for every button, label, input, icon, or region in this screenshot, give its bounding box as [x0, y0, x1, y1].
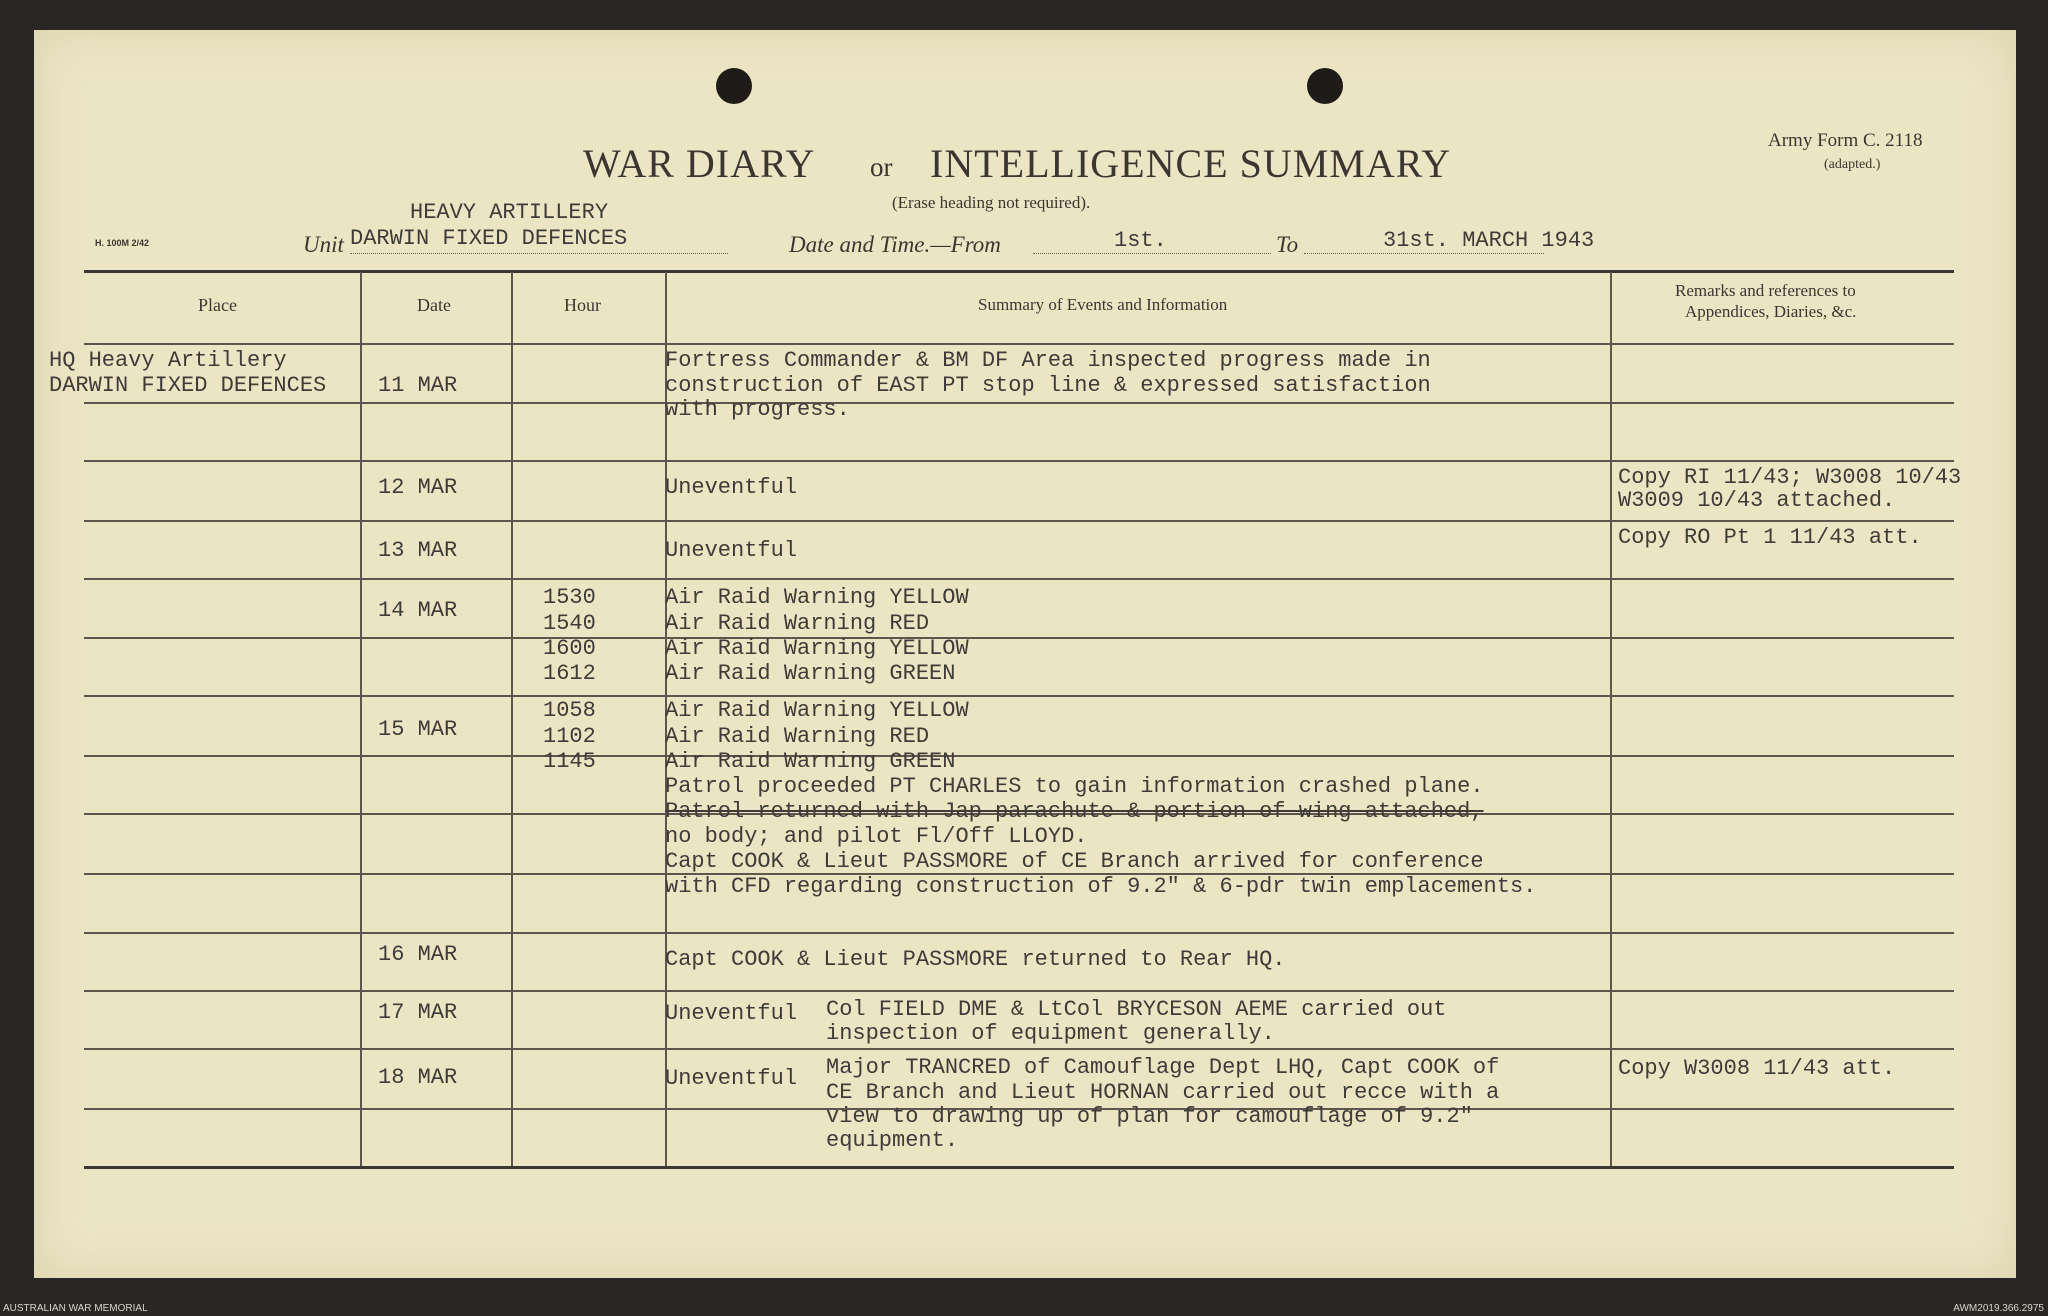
- ruled-line: [84, 637, 1954, 639]
- entry-summary-line: Patrol proceeded PT CHARLES to gain information crashed plane.: [665, 774, 1484, 799]
- entry-hour: 1530: [543, 585, 596, 610]
- entry-date: 13 MAR: [378, 538, 458, 563]
- entry-summary-line: with CFD regarding construction of 9.2" & 6-pdr twin emplacements.: [665, 874, 1537, 899]
- unit-value-line1: HEAVY ARTILLERY: [410, 200, 609, 225]
- ruled-line: [84, 1048, 1954, 1050]
- col-header-date: Date: [417, 295, 451, 315]
- entry-remarks-line: Copy RI 11/43; W3008 10/43: [1618, 465, 1962, 490]
- entry-remarks-line: W3009 10/43 attached.: [1618, 488, 1896, 513]
- entry-summary-line: Col FIELD DME & LtCol BRYCESON AEME carried out: [826, 997, 1447, 1022]
- form-code: H. 100M 2/42: [95, 238, 150, 248]
- header-bottom-rule: [84, 343, 1954, 345]
- entry-hour: 1612: [543, 661, 596, 686]
- col-header-hour: Hour: [564, 295, 601, 315]
- entry-hour: 1145: [543, 749, 596, 774]
- entry-summary-line: Air Raid Warning YELLOW: [665, 585, 969, 610]
- unit-value-line2: DARWIN FIXED DEFENCES: [350, 226, 628, 251]
- entry-date: 16 MAR: [378, 942, 458, 967]
- army-form-number: Army Form C. 2118: [1768, 130, 1923, 151]
- col-header-summary: Summary of Events and Information: [978, 295, 1228, 314]
- entry-summary-line-struck: Patrol returned with Jap parachute & portion of wing attached,: [665, 799, 1484, 824]
- footer-archive-name: AUSTRALIAN WAR MEMORIAL: [3, 1303, 148, 1314]
- entry-hour: 1058: [543, 698, 596, 723]
- unit-underline: [350, 253, 728, 254]
- col-header-remarks-line2: Appendices, Diaries, &c.: [1685, 302, 1857, 321]
- entry-date: 12 MAR: [378, 475, 458, 500]
- entry-summary-line: Air Raid Warning YELLOW: [665, 636, 969, 661]
- date-from-value: 1st.: [1114, 228, 1167, 253]
- ruled-line: [84, 755, 1954, 757]
- entry-remarks-line: Copy RO Pt 1 11/43 att.: [1618, 525, 1922, 550]
- table-top-rule: [84, 270, 1954, 273]
- entry-date: 11 MAR: [378, 373, 458, 398]
- entry-hour: 1600: [543, 636, 596, 661]
- entry-summary-line: Uneventful: [665, 475, 798, 500]
- entry-date: 15 MAR: [378, 717, 458, 742]
- entry-hour: 1540: [543, 611, 596, 636]
- ruled-line: [84, 695, 1954, 697]
- ruled-line: [84, 520, 1954, 522]
- entry-summary-line: Major TRANCRED of Camouflage Dept LHQ, Capt COOK of: [826, 1055, 1500, 1080]
- entry-summary-line: equipment.: [826, 1128, 959, 1153]
- entry-remarks-line: Copy W3008 11/43 att.: [1618, 1056, 1896, 1081]
- punch-hole-right: [1307, 68, 1343, 104]
- place-line2: DARWIN FIXED DEFENCES: [49, 373, 327, 398]
- ruled-line: [84, 578, 1954, 580]
- entry-summary-line: Capt COOK & Lieut PASSMORE returned to Rear HQ.: [665, 947, 1286, 972]
- col-divider-summary-remarks: [1610, 272, 1612, 1166]
- entry-summary-prefix: Uneventful: [665, 1066, 798, 1091]
- entry-hour: 1102: [543, 724, 596, 749]
- entry-summary-line: view to drawing up of plan for camouflage of 9.2": [826, 1104, 1473, 1129]
- entry-date: 17 MAR: [378, 1000, 458, 1025]
- title-war-diary: WAR DIARY: [583, 141, 816, 186]
- entry-date: 18 MAR: [378, 1065, 458, 1090]
- ruled-line: [84, 990, 1954, 992]
- erase-heading-note: (Erase heading not required).: [892, 193, 1091, 212]
- date-time-label: Date and Time.—From: [789, 232, 1001, 257]
- entry-summary-line: Air Raid Warning RED: [665, 611, 930, 636]
- entry-summary-line: no body; and pilot Fl/Off LLOYD.: [665, 824, 1088, 849]
- entry-summary-line: Air Raid Warning RED: [665, 724, 930, 749]
- footer-accession-number: AWM2019.366.2975: [1953, 1303, 2044, 1314]
- entry-summary-line: CE Branch and Lieut HORNAN carried out recce with a: [826, 1080, 1500, 1105]
- punch-hole-left: [716, 68, 752, 104]
- entry-summary-line: inspection of equipment generally.: [826, 1021, 1275, 1046]
- date-to-label: To: [1276, 232, 1299, 257]
- date-to-value: 31st. MARCH 1943: [1383, 228, 1595, 253]
- entry-summary-line: Capt COOK & Lieut PASSMORE of CE Branch arrived for conference: [665, 849, 1484, 874]
- table-bottom-rule: [84, 1166, 1954, 1169]
- title-intelligence-summary: INTELLIGENCE SUMMARY: [930, 141, 1452, 186]
- entry-summary-line: Uneventful: [665, 538, 798, 563]
- col-header-place: Place: [198, 295, 237, 315]
- entry-summary-line: Fortress Commander & BM DF Area inspected progress made in: [665, 348, 1431, 373]
- entry-date: 14 MAR: [378, 598, 458, 623]
- entry-summary-prefix: Uneventful: [665, 1001, 798, 1026]
- to-underline: [1304, 253, 1544, 254]
- entry-summary-line: construction of EAST PT stop line & expressed satisfaction: [665, 373, 1431, 398]
- entry-summary-line: Air Raid Warning GREEN: [665, 749, 956, 774]
- ruled-line: [84, 460, 1954, 462]
- unit-label: Unit: [303, 232, 344, 257]
- army-form-adapted: (adapted.): [1824, 157, 1881, 172]
- entry-summary-line: Air Raid Warning GREEN: [665, 661, 956, 686]
- entry-summary-line: with progress.: [665, 397, 850, 422]
- col-divider-place-date: [360, 272, 362, 1166]
- col-header-remarks-line1: Remarks and references to: [1675, 281, 1856, 300]
- ruled-line: [84, 932, 1954, 934]
- ruled-line: [84, 402, 1954, 404]
- from-underline: [1033, 253, 1271, 254]
- entry-summary-line: Air Raid Warning YELLOW: [665, 698, 969, 723]
- title-or: or: [870, 152, 893, 182]
- col-divider-date-hour: [511, 272, 513, 1166]
- place-line1: HQ Heavy Artillery: [49, 348, 287, 373]
